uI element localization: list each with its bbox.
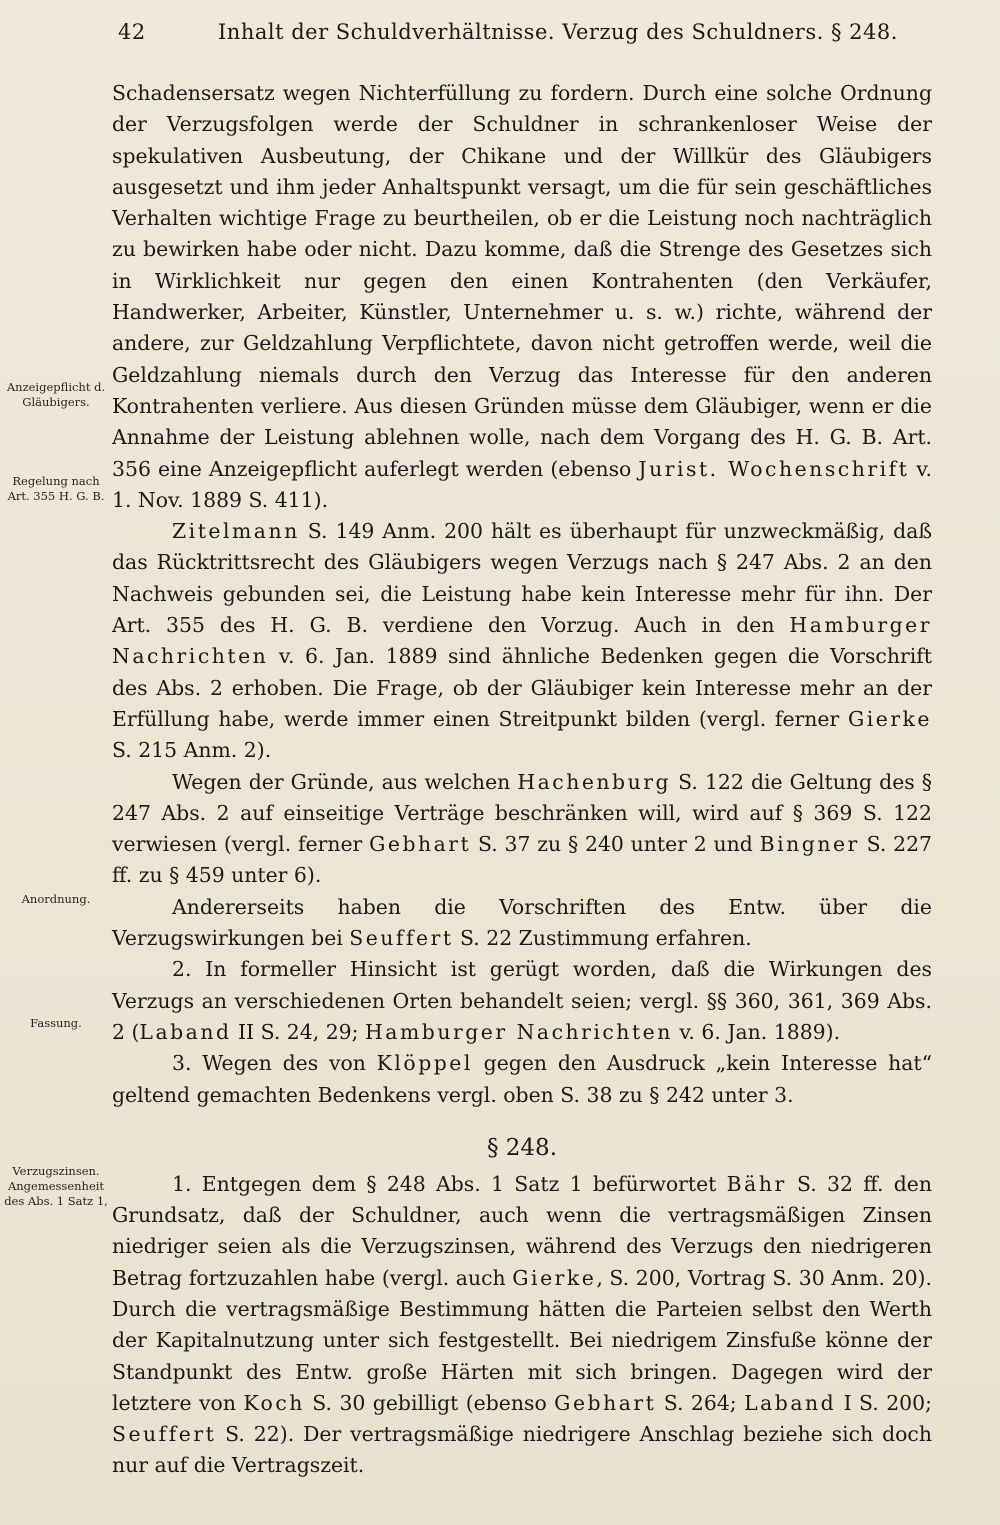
emphasis: Gebhart — [554, 1390, 657, 1415]
emphasis: Hachenburg — [517, 769, 672, 794]
emphasis: Laband — [744, 1390, 837, 1415]
main-text — [112, 78, 932, 1482]
emphasis: Gierke — [847, 706, 932, 731]
running-title: Inhalt der Schuldverhältnisse. Verzug des Schuldners. § 248. — [218, 20, 898, 44]
paragraph-3: Wegen der Gründe, aus welchen Hachenburg S. 122 die Geltung des § 247 Abs. 2 auf einseitige Verträge beschränken will, wird auf § 369 S. 122 verwiesen (vergl. ferner Gebhart S. 37 zu § 240 unter 2 und Bingner S. 227 ff. zu § 459 unter 6). — [112, 769, 933, 888]
section-heading: § 248. — [486, 1134, 558, 1161]
emphasis: Hamburger Nachrichten — [365, 1019, 673, 1044]
emphasis: Jurist. Wochenschrift — [638, 456, 910, 481]
running-header — [118, 20, 930, 54]
margin-note-fassung: Fassung. — [30, 1016, 82, 1030]
emphasis: Seuffert — [349, 926, 454, 951]
emphasis: Bingner — [759, 832, 860, 857]
margin-note-anzeigepflicht: Anzeigepflicht d. Gläubigers. — [6, 380, 106, 409]
paragraph-5: 2. In formeller Hinsicht ist gerügt worden, daß die Wirkungen des Verzugs an verschiedenen Orten behandelt seien; vergl. §§ 360, 361, 369 Abs. 2 (Laband II S. 24, 29; Hamburger Nachrichten v. 6. Jan. 1889). — [112, 957, 932, 1044]
emphasis: Hamburger Nachrichten — [112, 613, 932, 669]
emphasis: Bähr — [726, 1171, 787, 1196]
emphasis: Zitelmann — [172, 519, 300, 544]
emphasis: Laband — [139, 1019, 232, 1044]
margin-note-verzugszinsen: Verzugszinsen. Angemessenheit des Abs. 1 Satz 1, — [4, 1164, 108, 1208]
paragraph-2: Zitelmann S. 149 Anm. 200 hält es überhaupt für unzweckmäßig, daß das Rücktrittsrecht des Gläubigers wegen Verzugs nach § 247 Abs. 2 an den Nachweis gebunden sei, die Leistung habe kein Interesse mehr für ihn. Der Art. 355 des H. G. B. verdiene den Vorzug. Auch in den Hamburger Nachrichten v. 6. Jan. 1889 sind ähnliche Bedenken gegen die Vorschrift des Abs. 2 erhoben. Die Frage, ob der Gläubiger kein Interesse mehr an der Erfüllung habe, werde immer einen Streitpunkt bilden (vergl. ferner Gierke S. 215 Anm. 2). — [112, 519, 932, 763]
margin-note-regelung: Regelung nach Art. 355 H. G. B. — [7, 474, 105, 503]
margin-note-anordnung: Anordnung. — [21, 892, 91, 906]
emphasis: Gebhart — [369, 832, 472, 857]
emphasis: Koch — [243, 1390, 305, 1415]
emphasis: Klöppel — [376, 1051, 473, 1076]
emphasis: Seuffert — [112, 1422, 217, 1447]
paragraph-7: 1. Entgegen dem § 248 Abs. 1 Satz 1 befürwortet Bähr S. 32 ff. den Grundsatz, daß der Schuldner, auch wenn die vertragsmäßigen Zinsen niedriger seien als die Verzugszinsen, während des Verzugs den niedrigeren Betrag fortzuzahlen habe (vergl. auch Gierke, S. 200, Vortrag S. 30 Anm. 20). Durch die vertragsmäßige Bestimmung hätten die Parteien selbst den Werth der Kapitalnutzung unter sich festgestellt. Bei niedrigem Zinsfuße könne der Standpunkt des Entw. große Härten mit sich bringen. Dagegen wird der letztere von Koch S. 30 gebilligt (ebenso Gebhart S. 264; Laband I S. 200; Seuffert S. 22). Der vertragsmäßige niedrigere Anschlag beziehe sich doch nur auf die Vertragszeit. — [112, 1171, 933, 1478]
page-number: 42 — [118, 20, 146, 44]
emphasis: Gierke — [512, 1265, 597, 1290]
paragraph-1: Schadensersatz wegen Nichterfüllung zu fordern. Durch eine solche Ordnung der Verzugsfolgen werde der Schuldner in schrankenloser Weise der spekulativen Ausbeutung, der Chikane und der Willkür des Gläubigers ausgesetzt und ihm jeder Anhaltspunkt versagt, um die für sein geschäftliches Verhalten wichtige Frage zu beurtheilen, ob er die Leistung noch nachträglich zu bewirken habe oder nicht. Dazu komme, daß die Strenge des Gesetzes sich in Wirklichkeit nur gegen den einen Kontrahenten (den Verkäufer, Handwerker, Arbeiter, Künstler, Unternehmer u. s. w.) richte, während der andere, zur Geldzahlung Verpflichtete, davon nicht getroffen werde, weil die Geldzahlung niemals durch den Verzug das Interesse für den anderen Kontrahenten verliere. Aus diesen Gründen müsse dem Gläubiger, wenn er die Annahme der Leistung ablehnen wolle, nach dem Vorgang des H. G. B. Art. 356 eine Anzeigepflicht auferlegt werden (ebenso Jurist. Wochenschrift v. 1. Nov. 1889 S. 411). — [112, 81, 932, 512]
paragraph-4: Andererseits haben die Vorschriften des Entw. über die Verzugswirkungen bei Seuffert S. 22 Zustimmung erfahren. — [112, 894, 932, 951]
paragraph-6: 3. Wegen des von Klöppel gegen den Ausdruck „kein Interesse hat“ geltend gemachten Bedenkens vergl. oben S. 38 zu § 242 unter 3. — [112, 1051, 932, 1107]
